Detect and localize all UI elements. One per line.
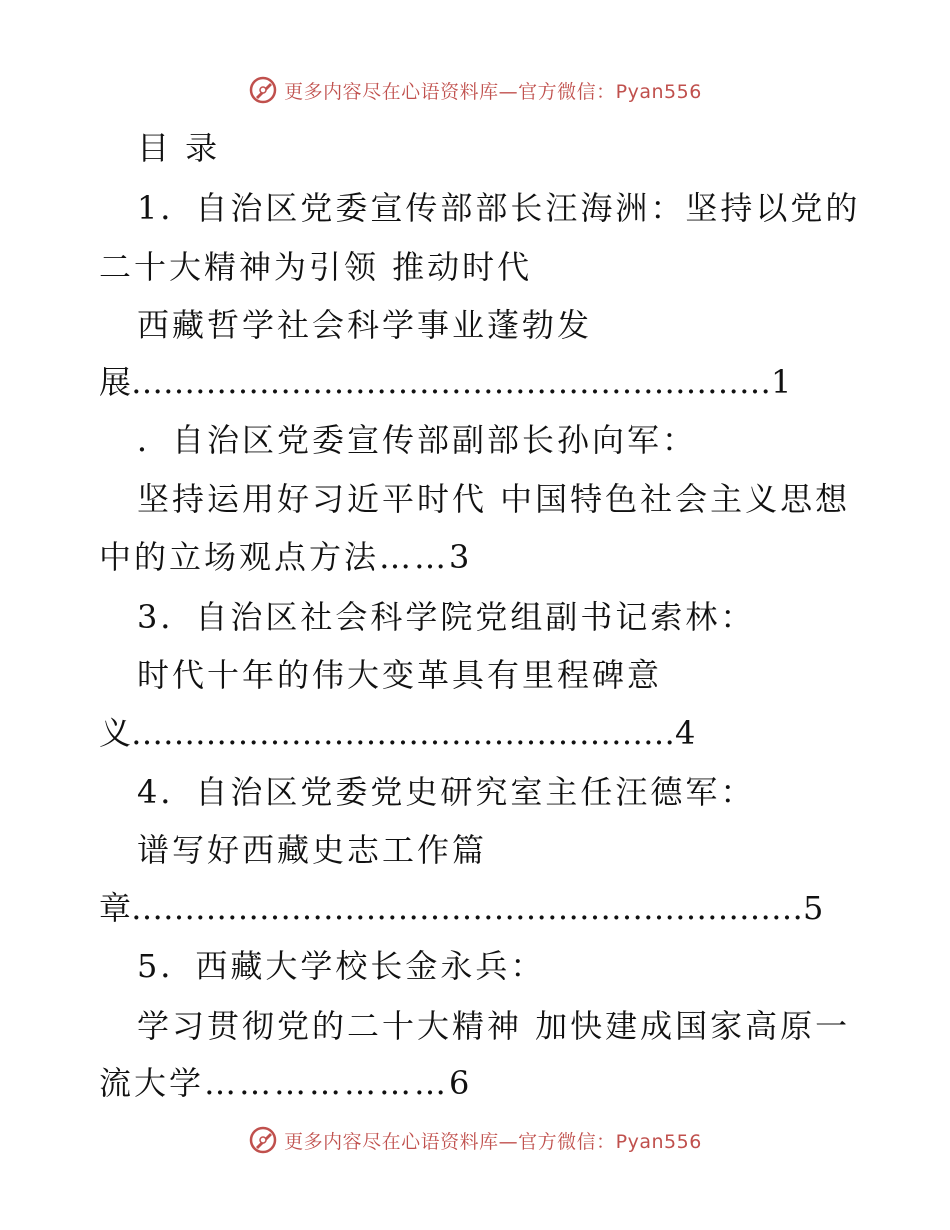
header-watermark	[0, 70, 950, 110]
toc-line: 中的立场观点方法……3	[99, 538, 473, 576]
toc-line: 学习贯彻党的二十大精神 加快建成国家高原一	[137, 1007, 851, 1045]
pen-logo-icon	[248, 75, 278, 105]
toc-line: 4．自治区党委党史研究室主任汪德军：	[137, 773, 756, 811]
footer-watermark	[0, 1120, 950, 1160]
watermark-text: 更多内容尽在心语资料库—官方微信：Pyan556	[284, 1130, 702, 1153]
toc-line: 谱写好西藏史志工作篇	[137, 831, 488, 869]
toc-line: 西藏哲学社会科学事业蓬勃发	[137, 306, 593, 344]
toc-line: 3．自治区社会科学院党组副书记索林：	[137, 598, 756, 636]
pen-logo-icon	[248, 1125, 278, 1155]
toc-line: ．自治区党委宣传部副部长孙向军：	[137, 421, 698, 459]
toc-line: 1．自治区党委宣传部部长汪海洲：坚持以党的	[137, 189, 861, 227]
toc-line: 时代十年的伟大变革具有里程碑意	[137, 656, 663, 694]
toc-line: 坚持运用好习近平时代 中国特色社会主义思想	[137, 480, 851, 518]
toc-line: 5．西藏大学校长金永兵：	[137, 947, 546, 985]
watermark-text: 更多内容尽在心语资料库—官方微信：Pyan556	[284, 80, 702, 103]
toc-line: 义……………………………………………4	[99, 714, 696, 752]
toc-title: 目 录	[137, 129, 221, 167]
toc-line: 流大学…………………6	[99, 1064, 473, 1102]
toc-line: 章………………………………………………………5	[99, 889, 824, 927]
toc-line: 二十大精神为引领 推动时代	[99, 248, 533, 286]
toc-line: 展……………………………………………………1	[99, 363, 792, 401]
